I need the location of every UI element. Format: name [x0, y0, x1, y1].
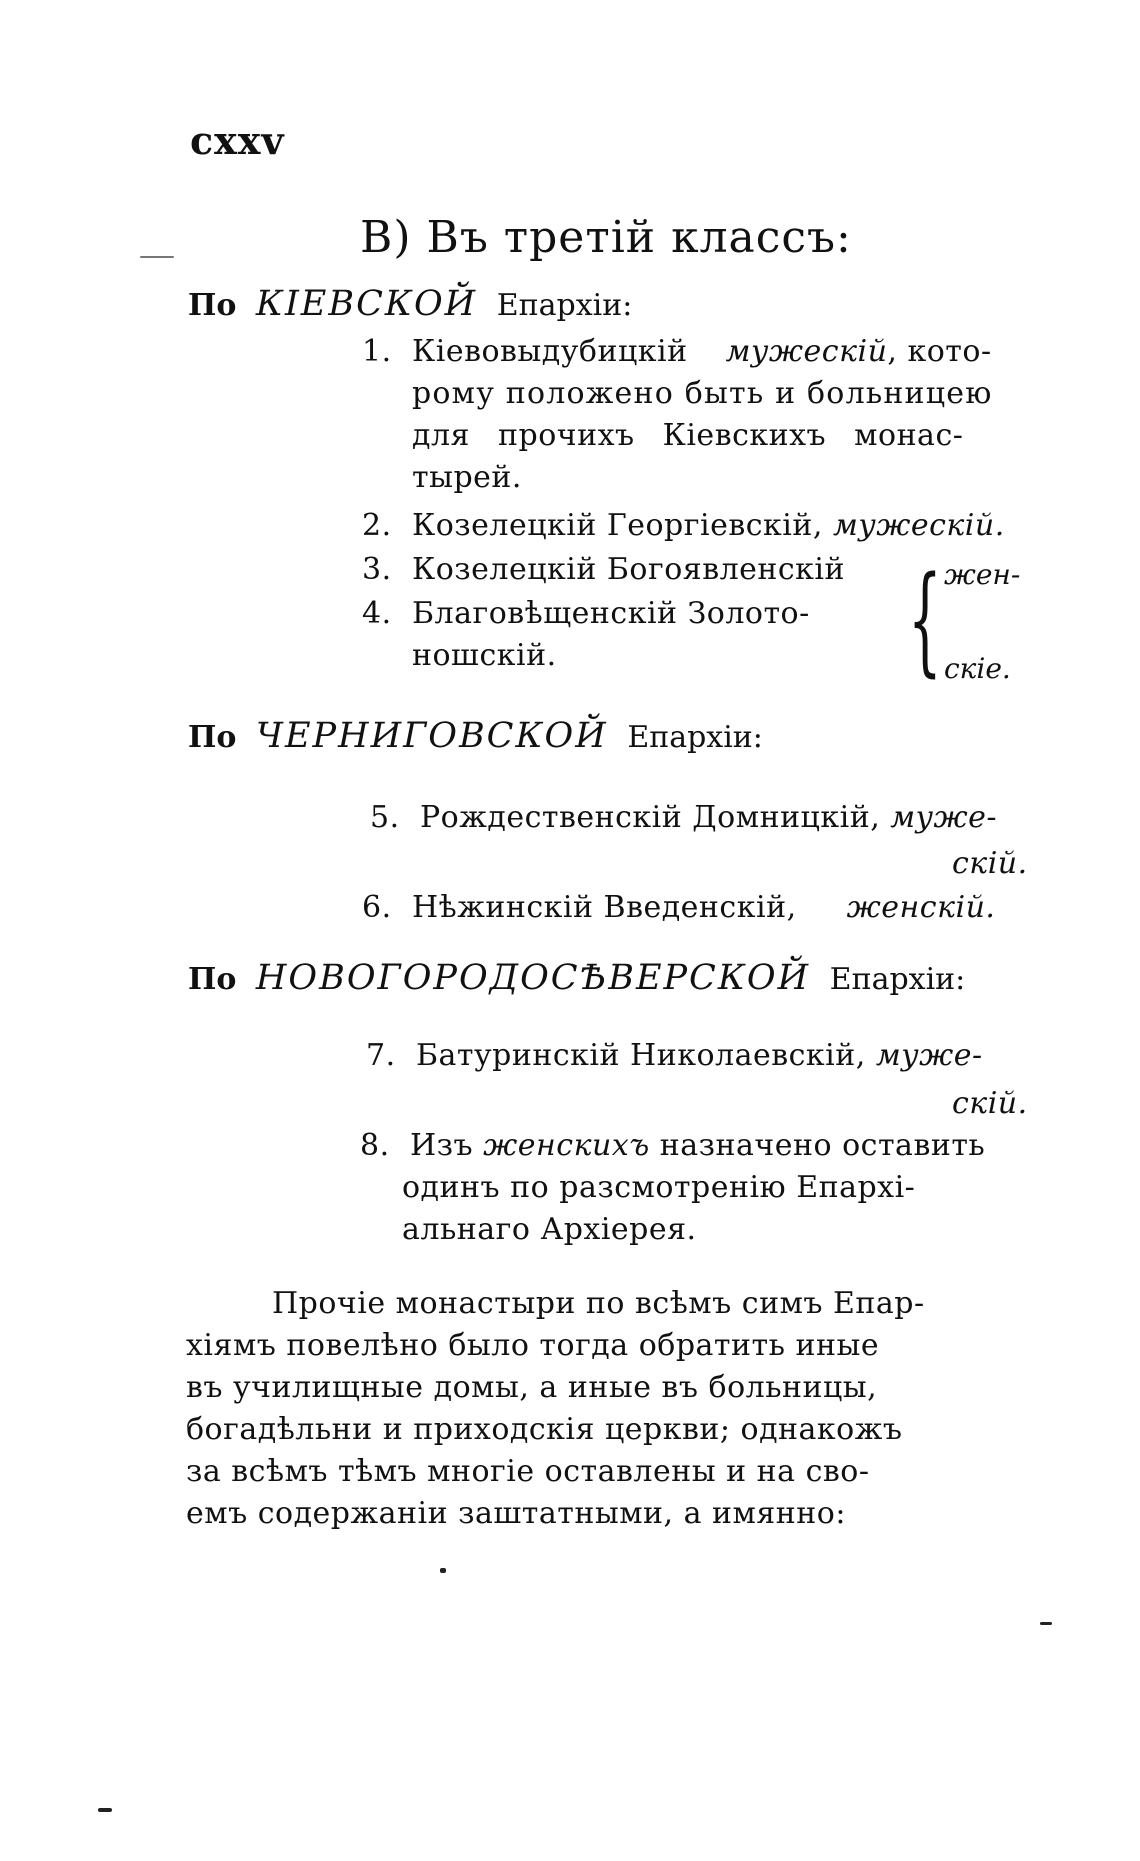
item-continuation: для прочихъ Кіевскихъ монас-	[412, 418, 964, 453]
diocese-heading-novgorod-seversky	[188, 958, 965, 998]
item-number: 5.	[370, 800, 400, 835]
item-gender: мужескій.	[832, 508, 1005, 543]
ink-speck	[1040, 1622, 1052, 1625]
item-gender: муже-	[890, 800, 998, 835]
item-number: 7.	[366, 1038, 396, 1073]
list-item	[362, 508, 1005, 543]
item-number: 4.	[362, 596, 392, 631]
diocese-prefix: По	[188, 288, 237, 323]
diocese-suffix: Епархіи:	[496, 288, 633, 323]
paragraph-line: богадѣльни и приходскія церкви; однакожъ	[186, 1412, 903, 1447]
item-continuation: скій.	[952, 846, 1028, 881]
item-number: 8.	[360, 1128, 390, 1163]
item-text: Козелецкій Георгіевскій,	[412, 508, 823, 543]
paragraph-line: въ училищные домы, а иные въ больницы,	[186, 1370, 878, 1405]
item-gender: мужескій	[725, 334, 888, 369]
section-heading: В) Въ третій классъ:	[360, 212, 852, 263]
item-text: Рождественскій Домницкій,	[420, 800, 881, 835]
item-text: Батуринскій Николаевскій,	[416, 1038, 866, 1073]
item-number: 3.	[362, 552, 392, 587]
curly-brace-icon: {	[908, 550, 942, 688]
page-number: cxxv	[190, 118, 285, 163]
diocese-suffix: Епархіи:	[627, 720, 763, 755]
item-gender: женскій.	[846, 890, 996, 925]
diocese-prefix: По	[188, 962, 237, 997]
diocese-name: НОВОГОРОДОСѢВЕРСКОЙ	[255, 958, 811, 998]
diocese-suffix: Епархіи:	[829, 962, 966, 997]
item-number: 2.	[362, 508, 392, 543]
list-item	[360, 1128, 985, 1163]
item-text: Благовѣщенскій Золото-	[412, 596, 810, 631]
ink-speck	[98, 1808, 112, 1812]
item-text: Нѣжинскій Введенскій,	[412, 890, 797, 925]
brace-label-bottom: скіе.	[944, 652, 1011, 685]
item-continuation: одинъ по разсмотренію Епархі-	[402, 1170, 916, 1205]
item-number: 1.	[362, 334, 392, 369]
list-item	[362, 890, 995, 925]
brace-label-top: жен-	[944, 558, 1021, 591]
list-item	[366, 1038, 983, 1073]
item-text: Кіевовыдубицкій	[412, 334, 688, 369]
item-text: Козелецкій Богоявленскій	[412, 552, 846, 587]
item-continuation: ношскій.	[412, 638, 557, 673]
item-text: назначено оставить	[659, 1128, 986, 1163]
item-continuation: альнаго Архіерея.	[402, 1212, 697, 1247]
paragraph-line: за всѣмъ тѣмъ многіе оставлены и на сво-	[186, 1454, 870, 1489]
diocese-heading-kiev	[188, 284, 632, 324]
diocese-name: КІЕВСКОЙ	[255, 284, 478, 324]
item-text: , кото-	[887, 334, 992, 369]
paragraph-line: Прочіе монастыри по всѣмъ симъ Епар-	[272, 1286, 925, 1321]
item-continuation: скій.	[952, 1086, 1028, 1121]
diocese-prefix: По	[188, 720, 237, 755]
list-item	[362, 334, 992, 369]
diocese-name: ЧЕРНИГОВСКОЙ	[255, 716, 608, 756]
paragraph-line: емъ содержаніи заштатными, а имянно:	[186, 1496, 846, 1531]
ink-speck	[140, 256, 174, 258]
paragraph-line: хіямъ повелѣно было тогда обратить иные	[186, 1328, 880, 1363]
item-continuation: тырей.	[412, 460, 522, 495]
diocese-heading-chernigov	[188, 716, 763, 756]
item-gender: женскихъ	[483, 1128, 650, 1163]
item-continuation: рому положено быть и больницею	[412, 376, 993, 411]
list-item	[362, 552, 845, 587]
item-number: 6.	[362, 890, 392, 925]
list-item	[362, 596, 810, 631]
item-gender: муже-	[875, 1038, 983, 1073]
ink-speck	[440, 1568, 446, 1573]
list-item	[370, 800, 997, 835]
item-text: Изъ	[410, 1128, 474, 1163]
